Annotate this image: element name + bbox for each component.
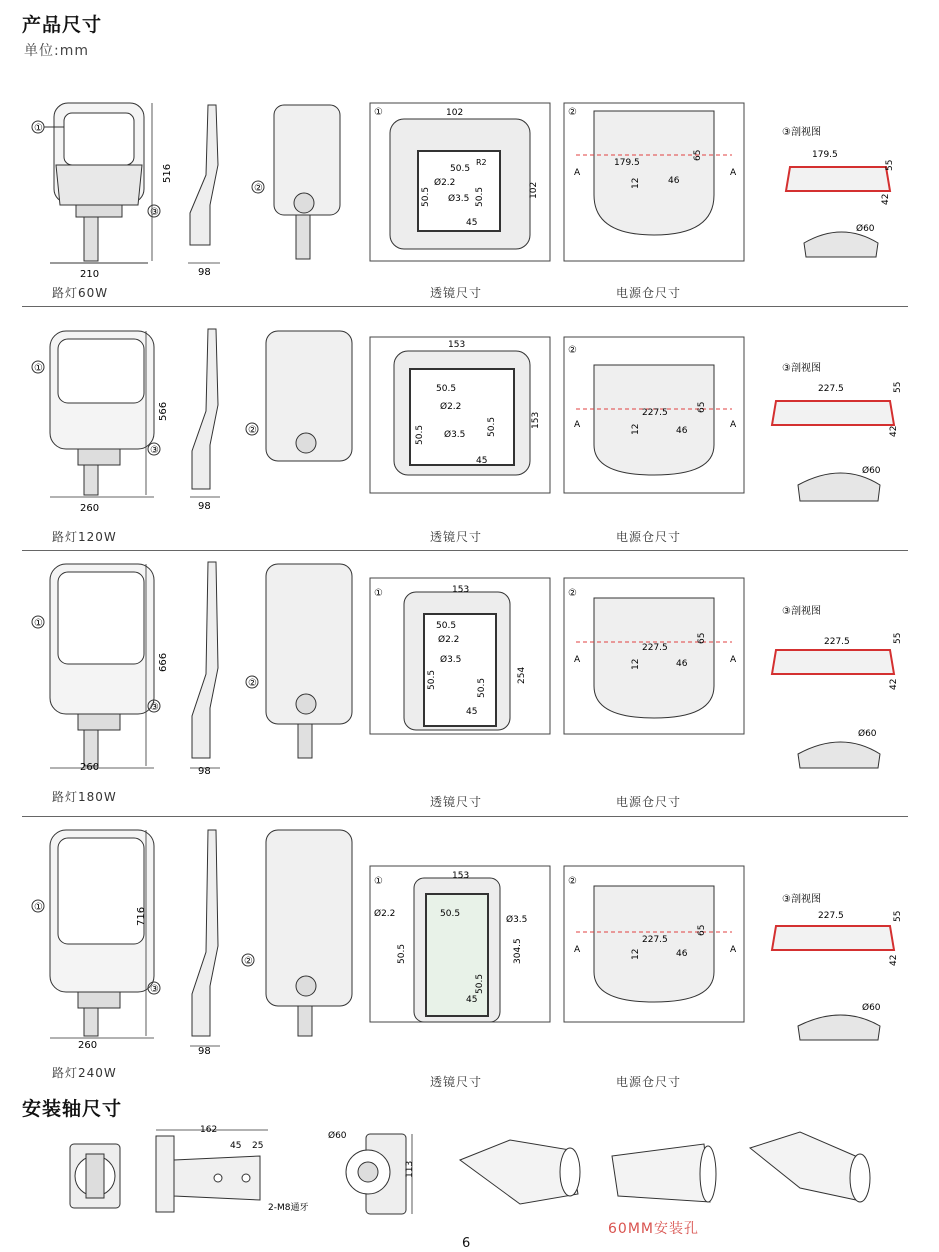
power-callout: ② [568,588,577,599]
lens-l3: 50.5 [440,909,461,919]
pole-dia: Ø60 [856,224,875,234]
callout-1: ① [34,123,43,134]
power-p0: 227.5 [642,643,668,653]
sec-d: 42 [889,678,899,690]
mount-dim-60: Ø60 [328,1131,347,1141]
section-label: ③剖视图 [782,363,821,374]
lens-w: 153 [448,340,466,350]
sec-h: 55 [893,381,903,393]
lens-l3: Ø3.5 [444,430,466,440]
lens-l1: R2 [476,158,487,167]
power-p1: 65 [697,401,707,413]
lens-caption: 透镜尺寸 [430,795,483,809]
mount-dim-25: 25 [252,1141,264,1151]
height-dim: 716 [136,906,147,926]
mount-bolt: 2-M8通牙 [268,1203,309,1213]
row-divider [22,306,908,307]
height-dim: 566 [158,401,169,421]
section-label: ③剖视图 [782,606,821,617]
page-number: 6 [462,1236,471,1251]
power-p2: 12 [631,658,641,670]
callout-3: ③ [150,207,159,218]
power-caption: 电源仓尺寸 [616,530,682,544]
sec-w: 179.5 [812,150,838,160]
sec-h: 55 [893,910,903,922]
section-label: ③剖视图 [782,127,821,138]
sec-h: 55 [885,159,895,171]
pole-dia: Ø60 [858,729,877,739]
callout-1: ① [34,618,43,629]
callout-1: ① [34,902,43,913]
side-dim: 98 [198,267,211,278]
power-p1: 65 [697,924,707,936]
power-p0: 227.5 [642,408,668,418]
power-p2: 12 [631,423,641,435]
lens-l6: 45 [466,218,478,228]
sec-d: 42 [889,954,899,966]
lens-l4: 50.5 [475,186,485,207]
section-mark-a: A [730,655,737,665]
lens-l3: 50.5 [421,186,431,207]
row-180w-labels [20,558,920,788]
lens-l5: 45 [476,456,488,466]
sec-d: 42 [881,193,891,205]
side-dim: 98 [198,766,211,777]
lens-l5: Ø3.5 [448,194,470,204]
height-dim: 516 [162,163,173,183]
lens-h: 102 [529,181,539,199]
callout-3: ③ [150,445,159,456]
power-callout: ② [568,876,577,887]
mount-title: 安装轴尺寸 [22,1098,123,1120]
lens-w: 153 [452,871,470,881]
sec-w: 227.5 [818,911,844,921]
width-dim: 260 [78,1040,98,1051]
width-dim: 260 [80,503,100,514]
lens-caption: 透镜尺寸 [430,530,483,544]
unit-label: 单位:mm [24,43,89,59]
pole-dia: Ø60 [862,1003,881,1013]
mount-dim-162: 162 [200,1125,218,1135]
lens-l0: 50.5 [436,384,457,394]
sec-w: 227.5 [824,637,850,647]
callout-2: ② [244,956,253,967]
lens-l3: 50.5 [427,669,437,690]
section-mark-a: A [730,945,737,955]
lens-l5: 45 [466,707,478,717]
height-dim: 666 [158,652,169,672]
power-caption: 电源仓尺寸 [616,1075,682,1089]
section-mark-a: A [730,420,737,430]
row-240w-name: 路灯240W [52,1066,117,1080]
power-caption: 电源仓尺寸 [616,795,682,809]
power-callout: ② [568,345,577,356]
lens-l2: Ø2.2 [434,178,456,188]
section-mark-a: A [574,655,581,665]
power-p3: 46 [676,426,688,436]
power-p1: 65 [697,632,707,644]
power-p2: 12 [631,177,641,189]
section-mark-a: A [730,168,737,178]
row-60w-name: 路灯60W [52,286,109,300]
lens-l4: 50.5 [475,973,485,994]
lens-h: 304.5 [513,938,523,964]
lens-l1: 50.5 [397,943,407,964]
row-120w-name: 路灯120W [52,530,117,544]
lens-h: 153 [531,411,541,429]
section-mark-a: A [574,168,581,178]
sec-w: 227.5 [818,384,844,394]
power-p2: 12 [631,948,641,960]
power-p3: 46 [668,176,680,186]
lens-caption: 透镜尺寸 [430,1075,483,1089]
callout-1: ① [34,363,43,374]
mount-labels [40,1120,900,1220]
lens-w: 153 [452,585,470,595]
callout-2: ② [254,183,263,194]
callout-2: ② [248,678,257,689]
lens-callout: ① [374,876,383,887]
mount-dim-113: 113 [405,1160,415,1178]
lens-l5: 45 [466,995,478,1005]
lens-caption: 透镜尺寸 [430,286,483,300]
power-p3: 46 [676,949,688,959]
mount-dim-45: 45 [230,1141,242,1151]
sec-h: 55 [893,632,903,644]
power-p0: 179.5 [614,158,640,168]
lens-callout: ① [374,588,383,599]
lens-h: 254 [517,666,527,684]
power-p0: 227.5 [642,935,668,945]
row-180w-name: 路灯180W [52,790,117,804]
power-p3: 46 [676,659,688,669]
page-title: 产品尺寸 [22,14,103,36]
pole-dia: Ø60 [862,466,881,476]
lens-l2: Ø3.5 [506,915,528,925]
lens-l4: 50.5 [487,416,497,437]
lens-l0: 50.5 [436,621,457,631]
section-label: ③剖视图 [782,894,821,905]
row-120w-labels [20,325,920,525]
callout-3: ③ [150,984,159,995]
callout-3: ③ [150,702,159,713]
row-divider [22,550,908,551]
power-callout: ② [568,107,577,118]
row-60w-labels [20,95,920,305]
section-mark-a: A [574,945,581,955]
lens-l1: Ø2.2 [438,635,460,645]
power-caption: 电源仓尺寸 [616,286,682,300]
lens-l4: 50.5 [477,677,487,698]
row-divider [22,816,908,817]
lens-callout: ① [374,107,383,118]
side-dim: 98 [198,501,211,512]
lens-l0: Ø2.2 [374,909,396,919]
power-p1: 65 [693,149,703,161]
sec-d: 42 [889,425,899,437]
lens-l2: Ø3.5 [440,655,462,665]
lens-w: 102 [446,108,464,118]
width-dim: 210 [80,269,100,280]
side-dim: 98 [198,1046,211,1057]
mount-note: 60MM安装孔 [608,1221,699,1237]
lens-l1: Ø2.2 [440,402,462,412]
row-240w-labels [20,826,920,1066]
width-dim: 260 [80,762,100,773]
lens-l2: 50.5 [415,424,425,445]
lens-l0: 50.5 [450,164,471,174]
callout-2: ② [248,425,257,436]
section-mark-a: A [574,420,581,430]
